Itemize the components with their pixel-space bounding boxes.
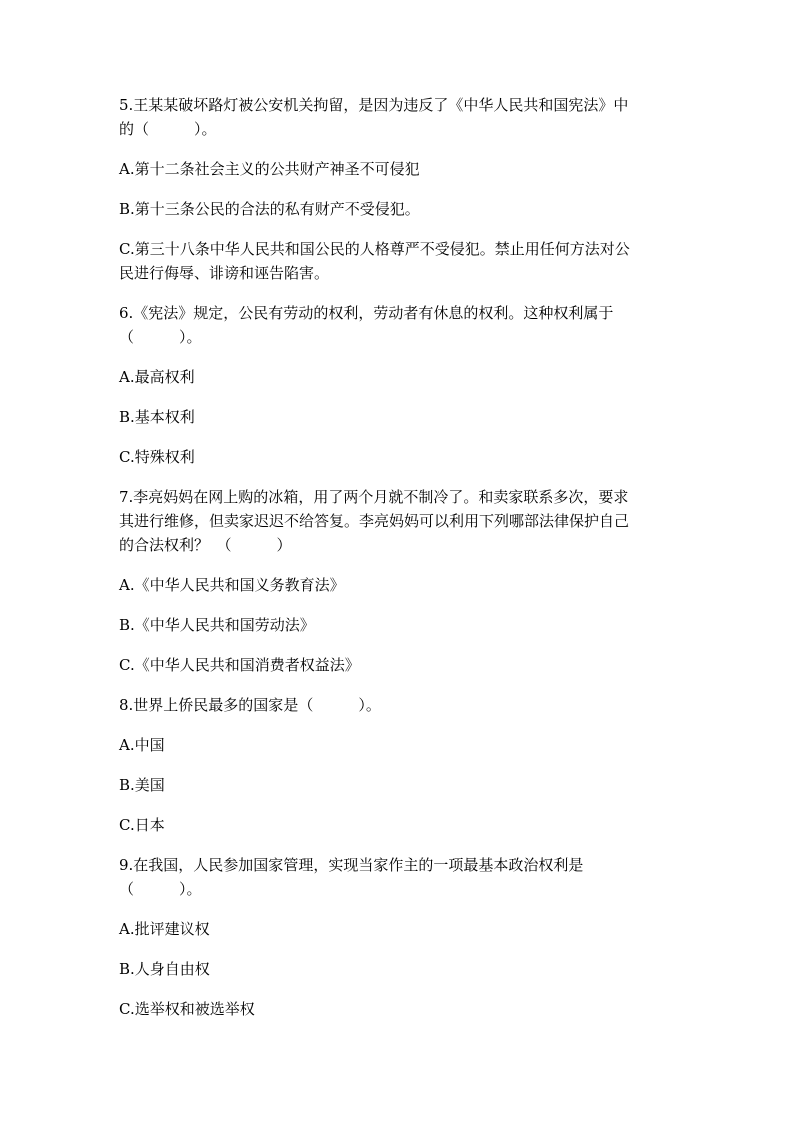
question-stem-line: 7.李亮妈妈在网上购的冰箱，用了两个月就不制冷了。和卖家联系多次，要求 — [119, 488, 629, 506]
option-line: 民进行侮辱、诽谤和诬告陷害。 — [119, 264, 330, 282]
question-stem-line: 6.《宪法》规定，公民有劳动的权利，劳动者有休息的权利。这种权利属于 — [119, 304, 614, 322]
option-c — [119, 237, 667, 285]
option-line: A.中国 — [119, 736, 165, 754]
option-line: B.《中华人民共和国劳动法》 — [119, 616, 315, 634]
option-line: A.《中华人民共和国义务教育法》 — [119, 576, 345, 594]
option-b — [119, 197, 667, 221]
question-stem-line: （ ）。 — [119, 880, 202, 898]
document-page — [119, 93, 667, 1037]
option-line: B.人身自由权 — [119, 960, 210, 978]
option-line: B.美国 — [119, 776, 165, 794]
option-line: A.最高权利 — [119, 368, 195, 386]
option-c — [119, 997, 667, 1021]
option-b — [119, 405, 667, 429]
question-stem-line: 5.王某某破坏路灯被公安机关拘留，是因为违反了《中华人民共和国宪法》中 — [119, 96, 629, 114]
question-stem-line: 9.在我国，人民参加国家管理，实现当家作主的一项最基本政治权利是 — [119, 856, 584, 874]
question-stem-line: （ ）。 — [119, 328, 202, 346]
option-a — [119, 917, 667, 941]
question-7 — [119, 485, 667, 557]
question-stem-line: 的合法权利？ （ ） — [119, 536, 292, 554]
option-line: A.第十二条社会主义的公共财产神圣不可侵犯 — [119, 160, 420, 178]
option-a — [119, 365, 667, 389]
question-stem-line: 其进行维修，但卖家迟迟不给答复。李亮妈妈可以利用下列哪部法律保护自己 — [119, 512, 630, 530]
option-a — [119, 573, 667, 597]
question-9 — [119, 853, 667, 901]
option-b — [119, 613, 667, 637]
question-stem-line: 8.世界上侨民最多的国家是（ ）。 — [119, 696, 381, 714]
option-c — [119, 813, 667, 837]
option-c — [119, 653, 667, 677]
question-8 — [119, 693, 667, 717]
option-line: B.基本权利 — [119, 408, 195, 426]
question-5 — [119, 93, 667, 141]
option-line: C.《中华人民共和国消费者权益法》 — [119, 656, 360, 674]
question-6 — [119, 301, 667, 349]
option-c — [119, 445, 667, 469]
option-a — [119, 157, 667, 181]
option-line: C.第三十八条中华人民共和国公民的人格尊严不受侵犯。禁止用任何方法对公 — [119, 240, 630, 258]
option-a — [119, 733, 667, 757]
option-line: A.批评建议权 — [119, 920, 210, 938]
option-b — [119, 773, 667, 797]
option-line: B.第十三条公民的合法的私有财产不受侵犯。 — [119, 200, 420, 218]
option-line: C.选举权和被选举权 — [119, 1000, 255, 1018]
question-stem-line: 的（ ）。 — [119, 120, 217, 138]
option-line: C.日本 — [119, 816, 165, 834]
option-b — [119, 957, 667, 981]
option-line: C.特殊权利 — [119, 448, 195, 466]
